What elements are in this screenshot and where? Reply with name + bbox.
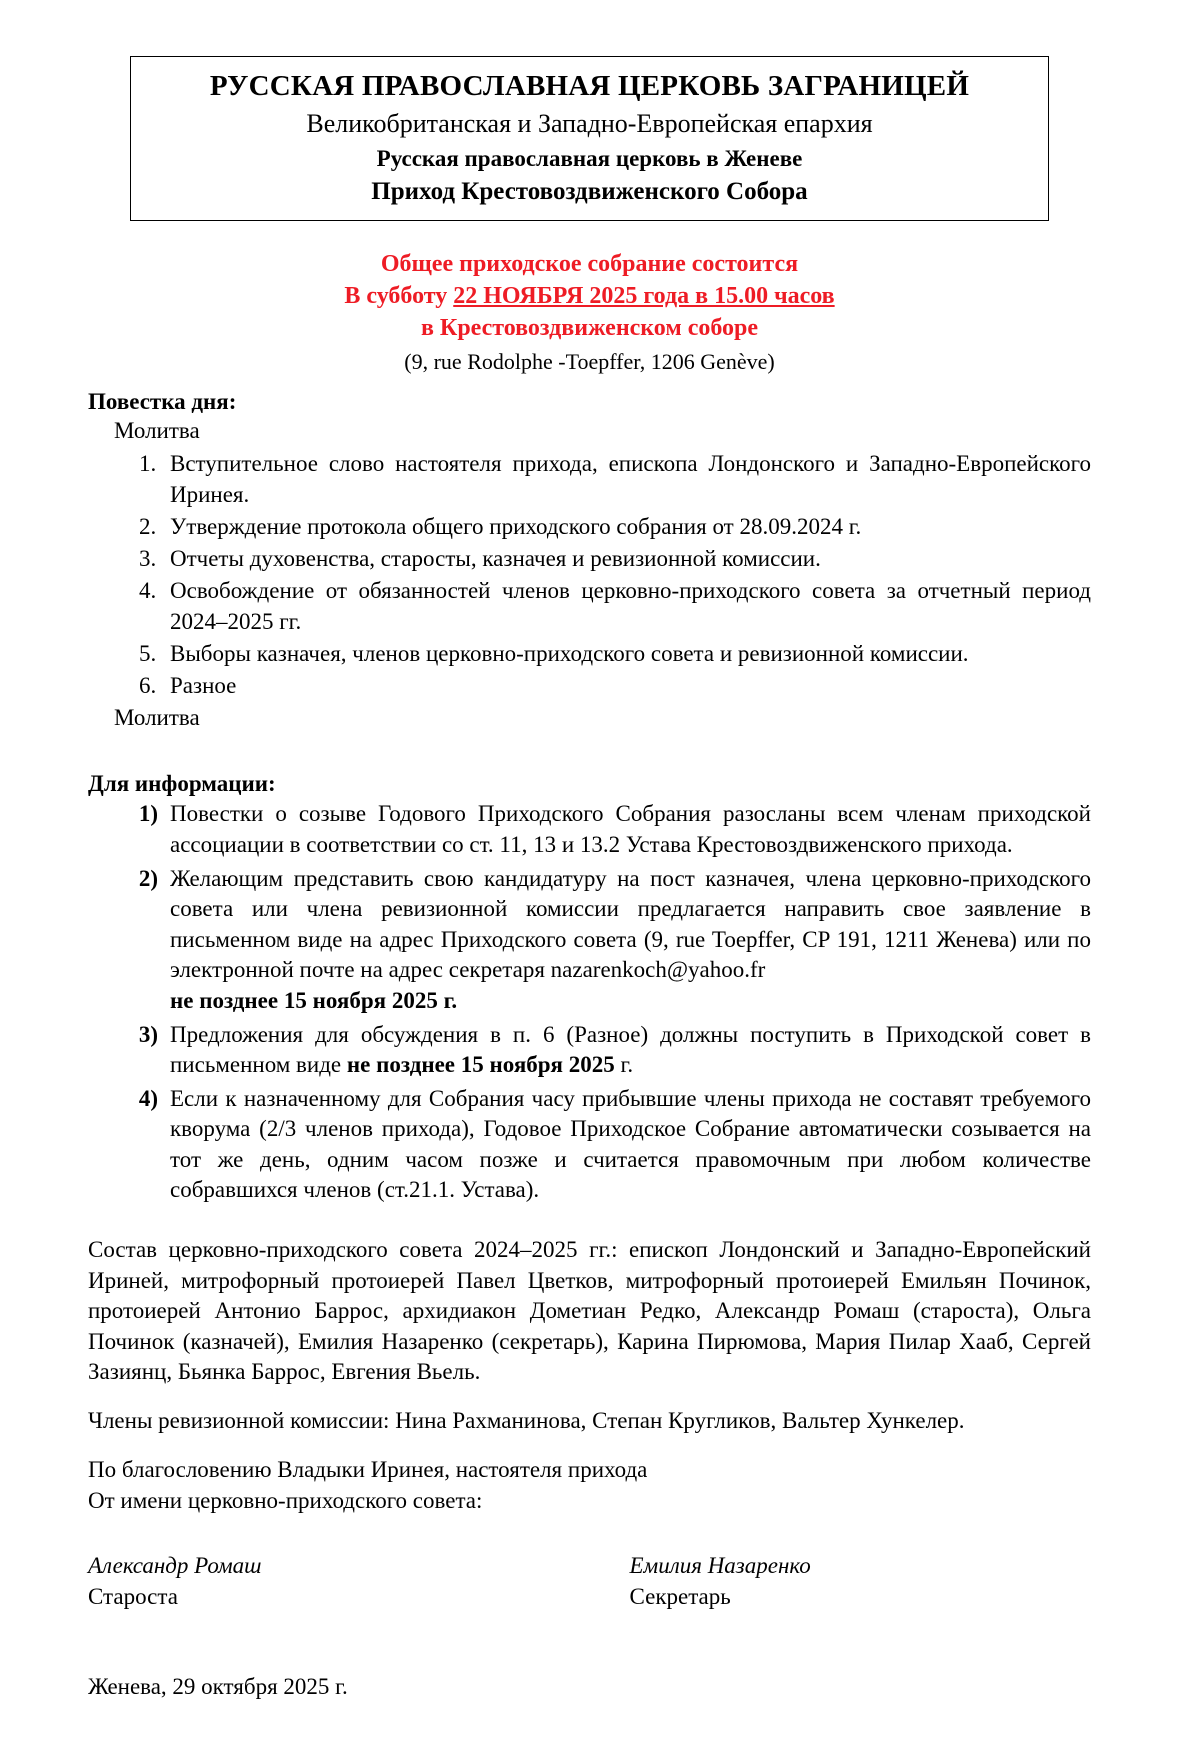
announcement-venue: в Крестовоздвиженском соборе bbox=[420, 314, 759, 341]
info-item-2 bbox=[162, 864, 1091, 1017]
agenda-item: 3. Отчеты духовенства, старосты, казначея и ревизионной комиссии. bbox=[162, 543, 1091, 574]
spacer bbox=[88, 733, 1091, 759]
info-title: Для информации: bbox=[88, 771, 276, 797]
info-item-3-deadline: не позднее 15 ноября 2025 bbox=[346, 1052, 615, 1078]
info-item-2-text: Желающим представить свою кандидатуру на пост казначея, члена церковно-приходского совета или члена ревизионной комиссии предлагается направить свое заявление в письменном виде на адрес Приходского совета (9, rue Toepffer, CP 191, 1211 Женева) или по электронной почте на адрес секретаря nazarenkoch@yahoo.fr bbox=[170, 865, 1091, 983]
place-and-date: Женева, 29 октября 2025 г. bbox=[88, 1674, 348, 1700]
agenda-item: 4. Освобождение от обязанностей членов церковно-приходского совета за отчетный период 2024–2025 гг. bbox=[162, 575, 1091, 637]
announcement-line-2 bbox=[88, 281, 1091, 313]
signature-right-name: Емилия Назаренко bbox=[629, 1553, 811, 1579]
signature-row bbox=[88, 1550, 1091, 1612]
church-title: Русская православная церковь в Женеве bbox=[376, 146, 803, 172]
info-list bbox=[88, 799, 1091, 1206]
agenda-item: 1. Вступительное слово настоятеля прихода, епископа Лондонского и Западно-Европейского Иринея. bbox=[162, 448, 1091, 510]
agenda-item: 6. Разное bbox=[162, 670, 1091, 701]
announcement-datetime: 22 НОЯБРЯ 2025 года в 15.00 часов bbox=[453, 283, 835, 310]
info-item-2-deadline: не позднее 15 ноября 2025 г. bbox=[170, 987, 458, 1013]
info-item-1: Повестки о созыве Годового Приходского Собрания разосланы всем членам приходской ассоциации в соответствии со ст. 11, 13 и 13.2 Устава Крестовоздвиженского прихода. bbox=[170, 801, 1091, 858]
council-composition: Состав церковно-приходского совета 2024–2025 гг.: епископ Лондонский и Западно-Европейский Ириней, митрофорный протоиерей Павел Цветков, митрофорный протоиерей Емильян Починок, протоиерей Антонио Баррос, архидиакон Дометиан Редко, Александр Ромаш (староста), Ольга Починок (казначей), Емилия Назаренко (секретарь), Карина Пирюмова, Мария Пилар Хааб, Сергей Зазиянц, Бьянка Баррос, Евгения Вьель. bbox=[88, 1237, 1091, 1385]
agenda-list bbox=[88, 448, 1091, 701]
signature-left bbox=[88, 1550, 550, 1612]
announcement-line-1: Общее приходское собрание состоится bbox=[380, 251, 799, 278]
spacer bbox=[88, 1437, 1091, 1455]
agenda-item: 2. Утверждение протокола общего приходского собрания от 28.09.2024 г. bbox=[162, 511, 1091, 542]
agenda-prayer-before: Молитва bbox=[114, 418, 200, 444]
signature-left-role: Староста bbox=[88, 1584, 178, 1610]
agenda-title: Повестка дня: bbox=[88, 389, 237, 415]
organization-title: РУССКАЯ ПРАВОСЛАВНАЯ ЦЕРКОВЬ ЗАГРАНИЦЕЙ bbox=[209, 70, 970, 102]
audit-commission: Члены ревизионной комиссии: Нина Рахманинова, Степан Кругликов, Вальтер Хункелер. bbox=[88, 1407, 965, 1433]
signature-left-name: Александр Ромаш bbox=[88, 1553, 262, 1579]
signature-right bbox=[550, 1550, 1092, 1612]
agenda-item: 5. Выборы казначея, членов церковно-приходского совета и ревизионной комиссии. bbox=[162, 638, 1091, 669]
diocese-title: Великобританская и Западно-Европейская епархия bbox=[306, 109, 873, 139]
document-header-box bbox=[130, 56, 1049, 221]
agenda-prayer-after: Молитва bbox=[114, 705, 200, 731]
spacer bbox=[88, 1388, 1091, 1406]
announcement-address: (9, rue Rodolphe -Toepffer, 1206 Genève) bbox=[404, 349, 775, 375]
blessing-line: По благословению Владыки Иринея, настоятеля прихода bbox=[88, 1456, 648, 1482]
info-item-3-text-start: Предложения для обсуждения в п. 6 (Разное) должны поступить в Приходской совет в письменном виде bbox=[170, 1021, 1091, 1078]
on-behalf-line: От имени церковно-приходского совета: bbox=[88, 1487, 483, 1513]
announcement-block bbox=[88, 249, 1091, 377]
info-item-3 bbox=[162, 1020, 1091, 1081]
info-item-4: Если к назначенному для Собрания часу прибывшие члены прихода не составят требуемого кворума (2/3 членов прихода), Годовое Приходское Собрание автоматически созывается на тот же день, одним часом позже и считается правомочным при любом количестве собравшихся членов (ст.21.1. Устава). bbox=[170, 1085, 1091, 1203]
spacer bbox=[88, 1209, 1091, 1235]
parish-title: Приход Крестовоздвиженского Собора bbox=[371, 177, 808, 205]
signature-right-role: Секретарь bbox=[629, 1584, 731, 1610]
announcement-day-prefix: В субботу bbox=[344, 283, 454, 310]
info-item-3-text-end: г. bbox=[614, 1052, 634, 1078]
